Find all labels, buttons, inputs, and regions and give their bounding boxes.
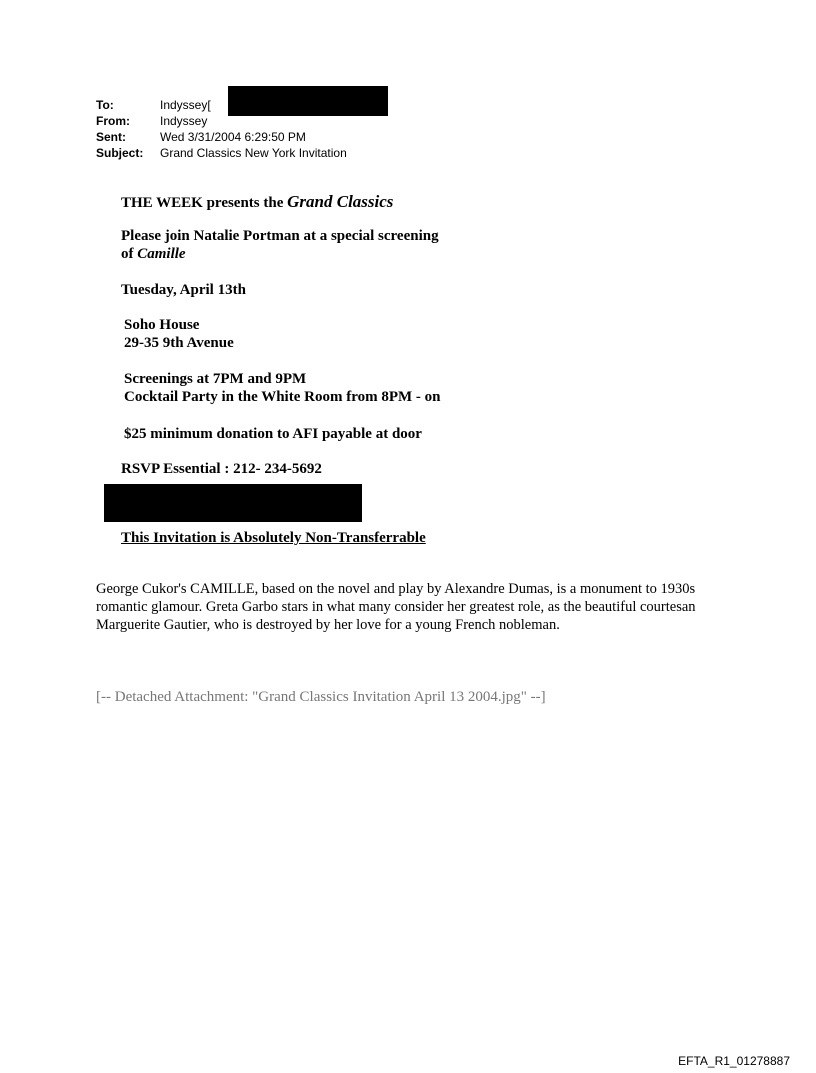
rsvp-line: RSVP Essential : 212- 234-5692 [121,461,322,477]
sent-label: Sent: [96,130,126,144]
invitation-join-line2-prefix: of [121,246,138,262]
from-value: Indyssey [160,114,208,128]
venue-name: Soho House [124,317,200,333]
event-venue [124,316,234,352]
event-date: Tuesday, April 13th [121,282,246,298]
subject-row [96,145,347,161]
redaction-box-rsvp [104,484,362,522]
venue-address: 29-35 9th Avenue [124,335,234,351]
subject-label: Subject: [96,146,144,160]
cocktail-party: Cocktail Party in the White Room from 8PM - on [124,389,441,405]
invitation-join-line2 [121,245,439,263]
from-label: From: [96,114,130,128]
redaction-box-to [228,86,388,116]
invitation-join [121,227,439,263]
subject-value: Grand Classics New York Invitation [160,146,347,160]
event-schedule [124,370,441,406]
invitation-title-emphasis: Grand Classics [287,192,394,211]
document-id: EFTA_R1_01278887 [678,1054,790,1068]
donation-note: $25 minimum donation to AFI payable at door [124,426,422,442]
non-transferable-notice: This Invitation is Absolutely Non-Transferrable [121,530,426,546]
screening-times: Screenings at 7PM and 9PM [124,371,307,387]
invitation-title-prefix: THE WEEK presents the [121,195,288,211]
invitation-join-line1: Please join Natalie Portman at a special screening [121,228,439,244]
film-title: Camille [137,246,186,262]
attachment-note: [-- Detached Attachment: "Grand Classics Invitation April 13 2004.jpg" --] [96,689,546,705]
sent-row [96,129,347,145]
sent-value: Wed 3/31/2004 6:29:50 PM [160,130,306,144]
invitation-title [121,193,393,212]
to-label: To: [96,98,114,112]
to-value: Indyssey[ [160,98,211,112]
film-description: George Cukor's CAMILLE, based on the novel and play by Alexandre Dumas, is a monument to 1930s romantic glamour. Greta Garbo stars in what many consider her greatest role, as the beautiful courtesan Marguerite Gautier, who is destroyed by her love for a young French nobleman. [96,581,696,633]
